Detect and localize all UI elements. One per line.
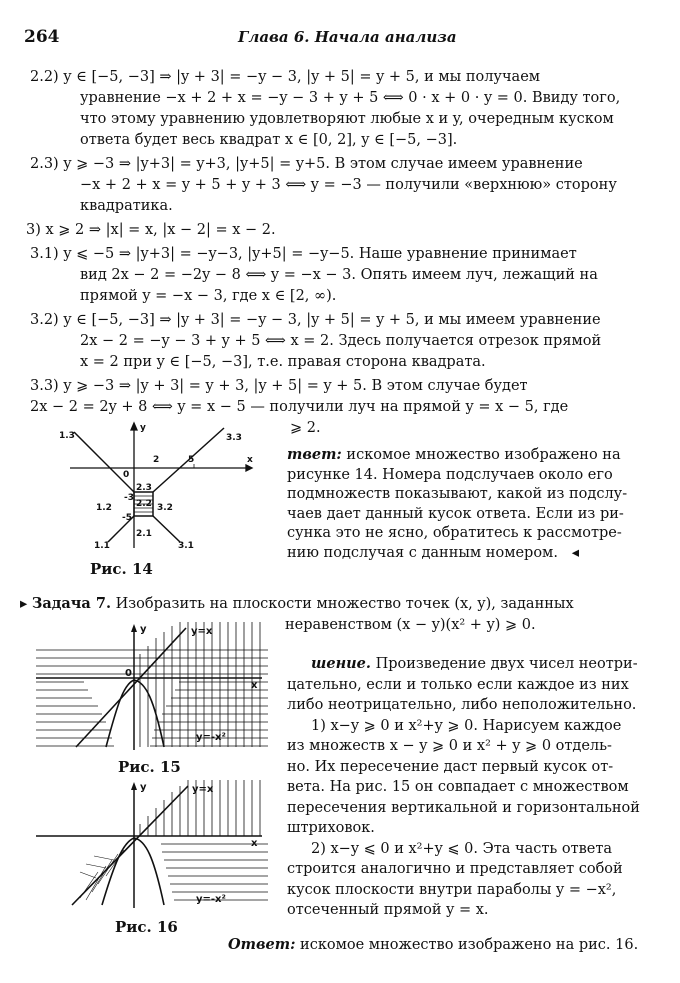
answer-1-block — [287, 445, 627, 563]
answer-1-line-3: подмножеств показывают, какой из подслу- — [287, 486, 628, 502]
fig14-label-2-1: 2.1 — [136, 529, 152, 539]
solution-line-7: вета. На рис. 15 он совпадает с множеством — [287, 779, 629, 795]
case-2-3-line-3: квадратика. — [80, 198, 173, 214]
fig14-label-five: 5 — [188, 455, 195, 465]
solution-line-3: либо неотрицательно, либо неположительно. — [287, 697, 637, 713]
solution-line-11: строится аналогично и представляет собой — [287, 861, 623, 877]
case-2-2-line-1: 2.2) y ∈ [−5, −3] ⇒ |y + 3| = −y − 3, |y + 5| = y + 5, и мы получаем — [30, 69, 541, 85]
case-3-2-line-3: x = 2 при y ∈ [−5, −3], т.е. правая сторона квадрата. — [80, 354, 486, 370]
solution-line-6: но. Их пересечение даст первый кусок от- — [287, 758, 614, 775]
fig14-ray-3-1 — [153, 516, 180, 542]
fig14-label-1-2: 1.2 — [96, 503, 112, 513]
fig15-caption: Рис. 15 — [118, 758, 181, 776]
fig16-horizontal-hatching — [161, 844, 268, 900]
fig14-label-2-2: 2.2 — [136, 499, 152, 509]
answer-1-line-2: рисунке 14. Номера подслучаев около его — [287, 466, 613, 483]
answer-1-line-6: нию подслучая с данным номером. — [287, 544, 558, 561]
answer-1-line-1: искомое множество изображено на — [346, 447, 621, 463]
solution-block — [287, 654, 640, 921]
task-7-line-2: неравенством (x − y)(x² + y) ⩾ 0. — [285, 617, 536, 633]
task-7-text-1: Изобразить на плоскости множество точек (x, y), заданных — [115, 596, 574, 612]
case-2-2-line-3: что этому уравнению удовлетворяют любые x и y, очередным куском — [80, 111, 614, 127]
fig16-parabola — [102, 838, 164, 905]
final-answer-line — [228, 936, 638, 954]
answer-1-label: твет: — [287, 446, 342, 463]
fig14-label-origin: 0 — [123, 470, 130, 480]
fig16-label-x: x — [251, 838, 258, 849]
fig15-label-y: y — [140, 624, 147, 635]
fig15-label-line: y=x — [191, 626, 213, 637]
fig16-label-parabola: y=-x² — [196, 894, 226, 905]
case-2-2-line-2: уравнение −x + 2 + x = −y − 3 + y + 5 ⟺ 0 · x + 0 · y = 0. Ввиду того, — [80, 90, 621, 106]
case-3-3-line-1: 3.3) y ⩾ −3 ⇒ |y + 3| = y + 3, |y + 5| = y + 5. В этом случае будет — [30, 378, 528, 394]
case-2-3-line-2: −x + 2 + x = y + 5 + y + 3 ⟺ y = −3 — получили «верхнюю» сторону — [80, 177, 617, 193]
fig14-ray-1-3 — [74, 432, 134, 492]
task-7-line-1 — [20, 595, 574, 613]
case-2-2-line-4: ответа будет весь квадрат x ∈ [0, 2], y ∈ [−5, −3]. — [80, 132, 458, 148]
task-7-marker: ▸ — [20, 596, 28, 612]
fig14-label-m5: -5 — [122, 513, 132, 523]
final-answer-label: Ответ: — [228, 936, 296, 953]
case-3-1-line-2: вид 2x − 2 = −2y − 8 ⟺ y = −x − 3. Опять имеем луч, лежащий на — [80, 267, 598, 283]
fig16-label-y: y — [140, 782, 147, 793]
fig15-vertical-hatching — [140, 622, 260, 747]
solution-line-1: Произведение двух чисел неотри- — [375, 656, 638, 672]
fig14-y-arrow — [131, 423, 137, 430]
page-number: 264 — [24, 27, 60, 47]
solution-label: шение. — [311, 655, 371, 672]
fig14-label-1-3: 1.3 — [59, 431, 75, 441]
fig14-label-m3: -3 — [124, 493, 134, 503]
solution-line-2: цательно, если и только если каждое из них — [287, 676, 629, 693]
fig15-label-x: x — [251, 680, 258, 691]
case-3-2-line-1: 3.2) y ∈ [−5, −3] ⇒ |y + 3| = −y − 3, |y + 5| = y + 5, и мы имеем уравнение — [30, 312, 601, 328]
solution-line-12: кусок плоскости внутри параболы y = −x², — [287, 881, 617, 898]
figure-14 — [56, 420, 266, 555]
fig14-label-3-2: 3.2 — [157, 503, 173, 513]
fig14-label-3-3: 3.3 — [226, 433, 242, 443]
case-3-2-line-2: 2x − 2 = −y − 3 + y + 5 ⟺ x = 2. Здесь получается отрезок прямой — [80, 333, 602, 349]
case-3-3-line-3: ⩾ 2. — [290, 420, 321, 436]
solution-line-8: пересечения вертикальной и горизонтальной — [287, 799, 640, 816]
fig14-label-3-1: 3.1 — [178, 541, 194, 551]
fig14-label-two: 2 — [153, 455, 160, 465]
solution-line-10: 2) x−y ⩽ 0 и x²+y ⩽ 0. Эта часть ответа — [311, 840, 613, 857]
case-3-1-line-3: прямой y = −x − 3, где x ∈ [2, ∞). — [80, 288, 337, 304]
fig15-label-parabola: y=-x² — [196, 732, 226, 743]
figure-16 — [36, 780, 268, 910]
case-3-line: 3) x ⩾ 2 ⇒ |x| = x, |x − 2| = x − 2. — [26, 222, 276, 238]
fig14-label-x: x — [247, 455, 253, 465]
fig14-caption: Рис. 14 — [90, 560, 153, 578]
fig15-parabola — [106, 680, 164, 747]
case-2-3-line-1: 2.3) y ⩾ −3 ⇒ |y+3| = y+3, |y+5| = y+5. В этом случае имеем уравнение — [30, 156, 583, 172]
solution-line-5: из множеств x − y ⩾ 0 и x² + y ⩾ 0 отдель- — [287, 738, 612, 754]
task-7-title: Задача 7. — [31, 595, 111, 612]
answer-1-line-4: чаев дает данный кусок ответа. Если из ри- — [287, 505, 624, 522]
fig16-caption: Рис. 16 — [115, 918, 178, 936]
fig14-label-1-1: 1.1 — [94, 541, 110, 551]
fig14-x-arrow — [246, 465, 252, 471]
fig16-line-y-eq-x — [72, 786, 188, 905]
fig14-label-2-3: 2.3 — [136, 483, 152, 493]
case-3-1-line-1: 3.1) y ⩽ −5 ⇒ |y+3| = −y−3, |y+5| = −y−5. Наше уравнение принимает — [30, 246, 577, 262]
fig15-line-y-eq-x — [76, 628, 186, 747]
final-answer-text: искомое множество изображено на рис. 16. — [300, 937, 639, 953]
fig14-label-y: y — [140, 423, 146, 433]
chapter-title: Глава 6. Начала анализа — [238, 28, 457, 46]
case-3-3-line-2: 2x − 2 = 2y + 8 ⟺ y = x − 5 — получили луч на прямой y = x − 5, где — [30, 399, 569, 415]
answer-1-end-mark: ◂ — [571, 544, 580, 561]
answer-1-line-5: сунка это не ясно, обратитесь к рассмотре- — [287, 525, 622, 541]
solution-line-13: отсеченный прямой y = x. — [287, 902, 489, 918]
solution-line-4: 1) x−y ⩾ 0 и x²+y ⩾ 0. Нарисуем каждое — [311, 717, 622, 734]
fig16-label-line: y=x — [192, 784, 214, 795]
fig15-label-origin: 0 — [125, 668, 132, 679]
solution-line-9: штриховок. — [287, 820, 375, 836]
figure-15 — [36, 622, 268, 752]
